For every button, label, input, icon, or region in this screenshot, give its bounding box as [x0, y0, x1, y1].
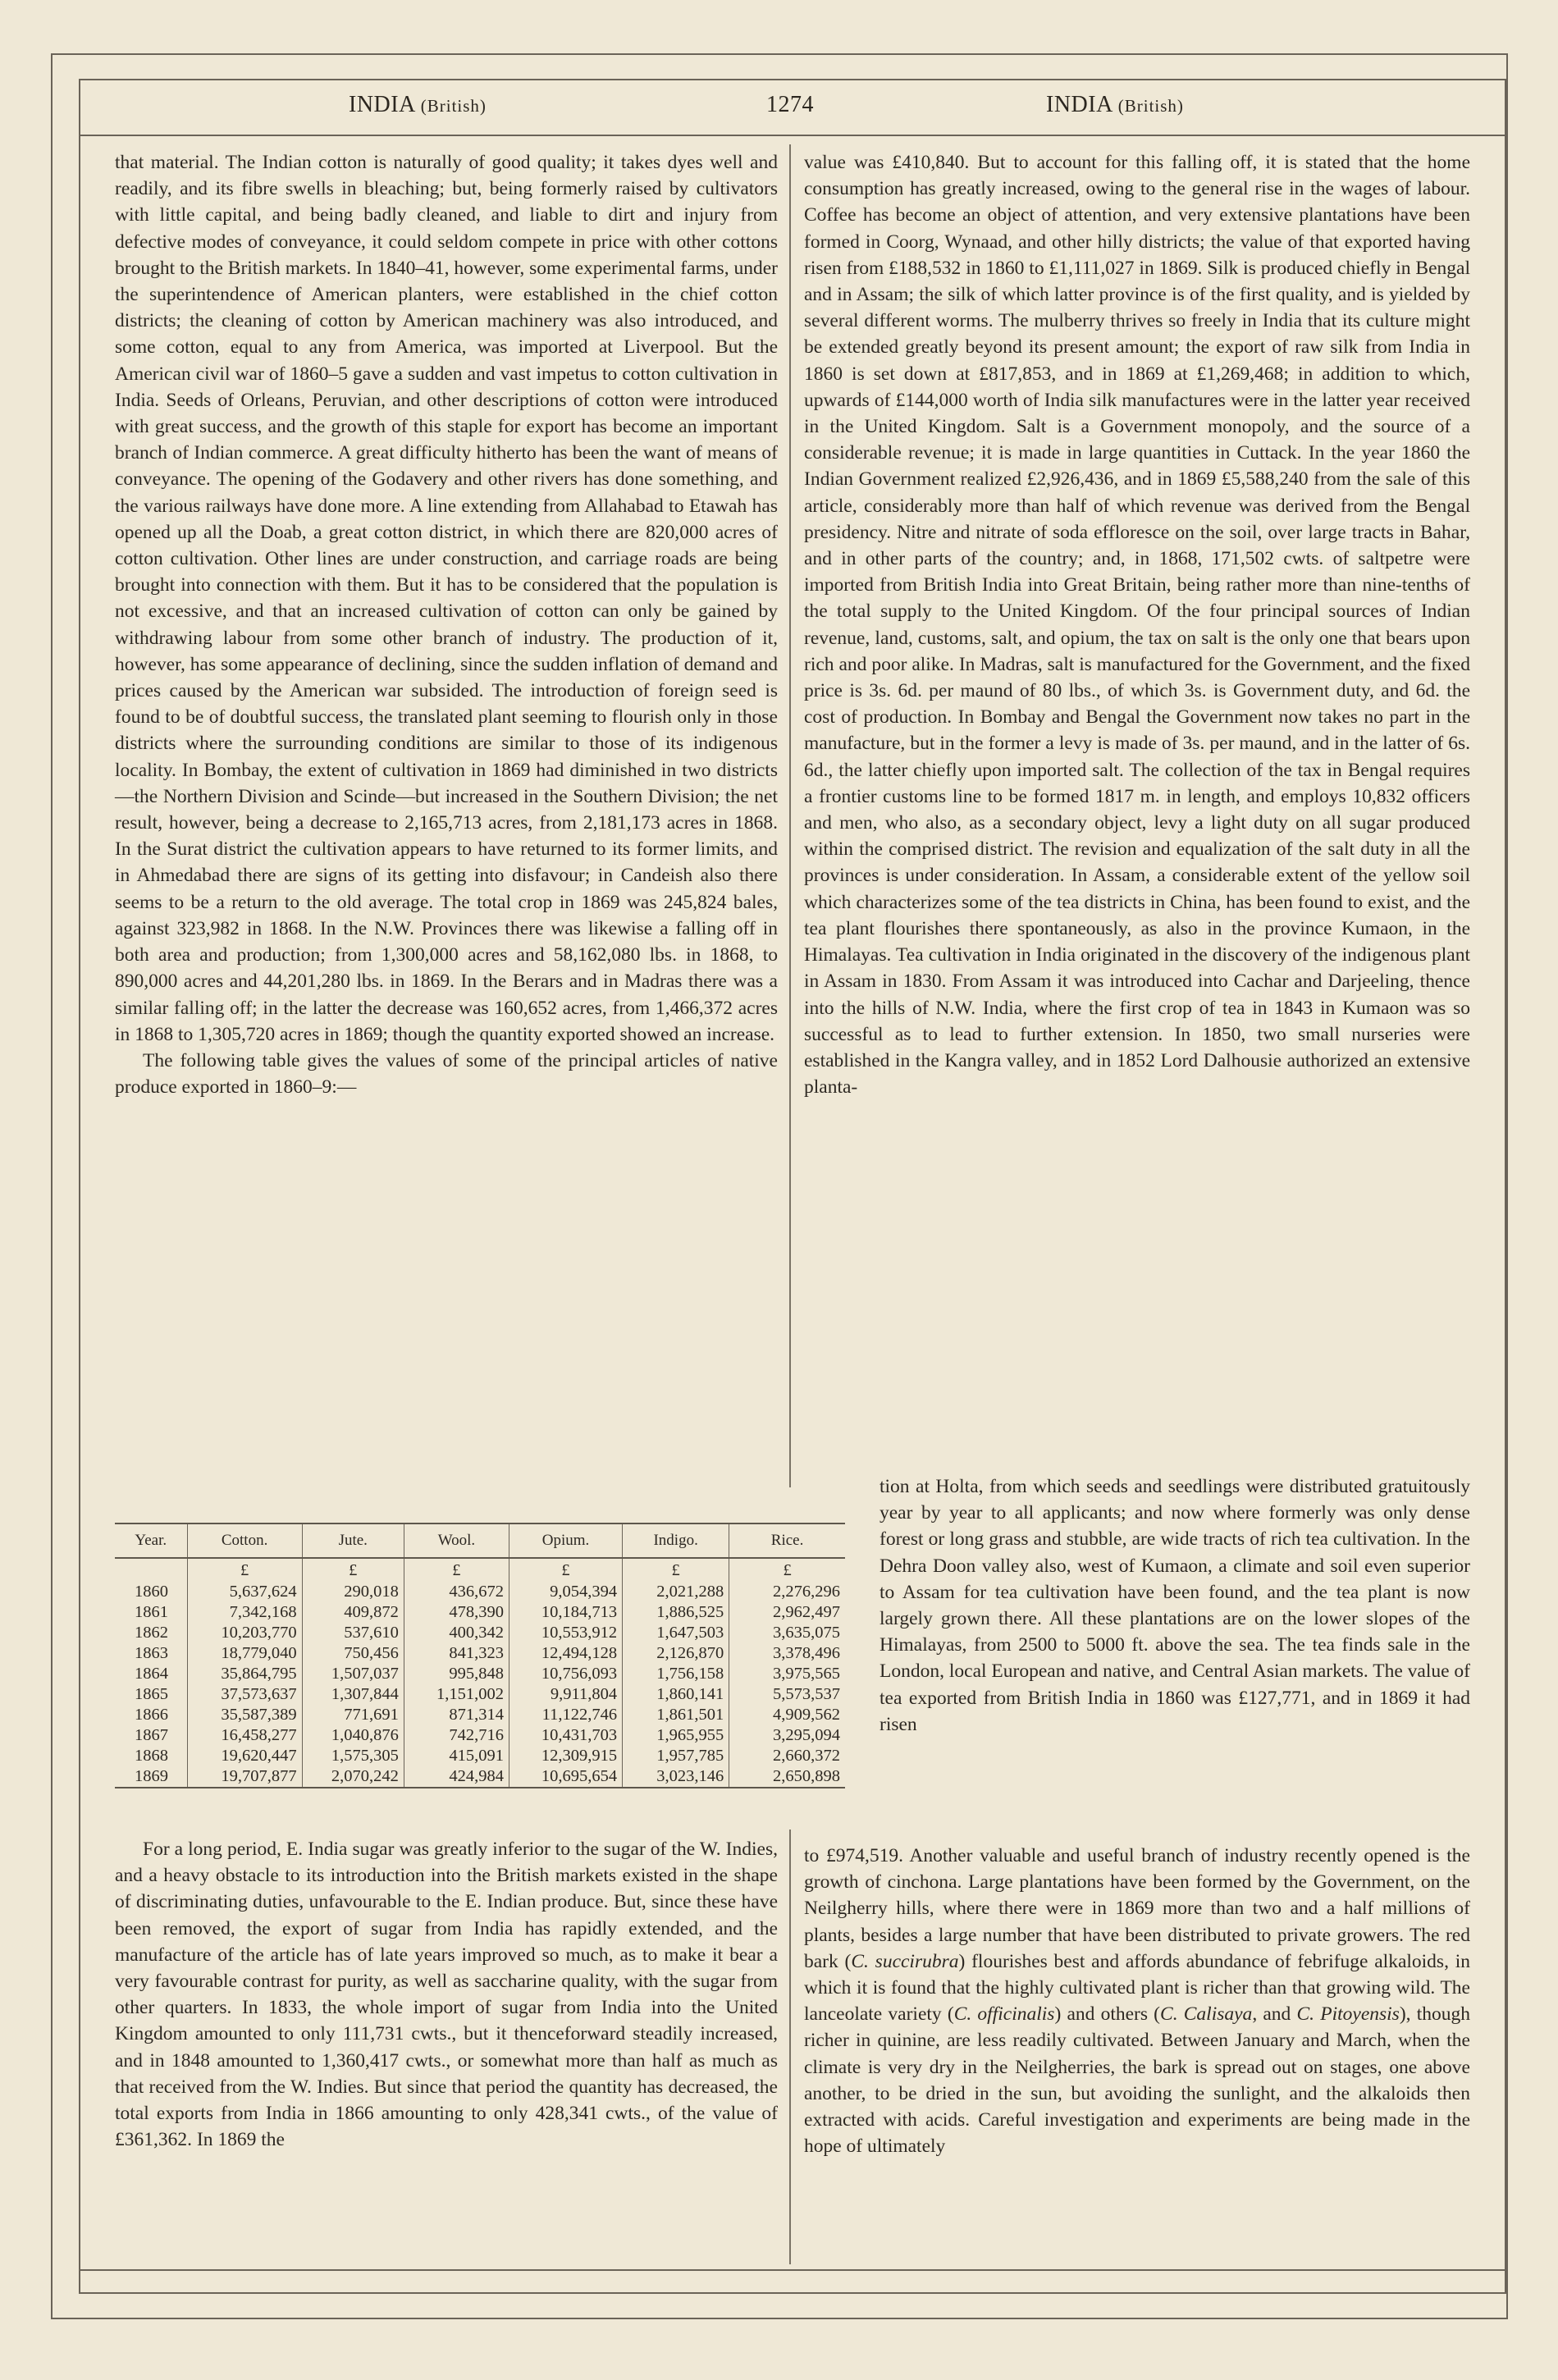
right-column-middle: [880, 1473, 1470, 1738]
value-cell: 1,307,844: [302, 1684, 404, 1705]
year-cell: 1865: [115, 1684, 187, 1705]
value-cell: 3,023,146: [623, 1766, 729, 1788]
table-row: [115, 1725, 845, 1746]
value-cell: 10,431,703: [509, 1725, 622, 1746]
running-head-right-sub: (British): [1117, 96, 1184, 116]
value-cell: 478,390: [404, 1602, 509, 1623]
table-intro-paragraph: The following table gives the values of some of the principal articles of native produce exported in 1860–9:—: [115, 1049, 778, 1099]
right-column-upper: [804, 149, 1470, 1100]
table-row: [115, 1643, 845, 1664]
value-cell: 12,494,128: [509, 1643, 622, 1664]
left-column-lower: [115, 1836, 778, 2153]
value-cell: 35,864,795: [187, 1664, 302, 1684]
value-cell: 290,018: [302, 1582, 404, 1602]
value-cell: 2,021,288: [623, 1582, 729, 1602]
value-cell: 10,203,770: [187, 1623, 302, 1643]
year-cell: 1861: [115, 1602, 187, 1623]
value-cell: 1,151,002: [404, 1684, 509, 1705]
value-cell: 10,184,713: [509, 1602, 622, 1623]
table-header-cell: Jute.: [302, 1523, 404, 1558]
value-cell: 9,054,394: [509, 1582, 622, 1602]
table-row: [115, 1582, 845, 1602]
value-cell: 5,573,537: [773, 1685, 840, 1703]
year-cell: 1863: [115, 1643, 187, 1664]
exports-table: [115, 1523, 845, 1788]
table-row: [115, 1684, 845, 1705]
sugar-paragraph: For a long period, E. India sugar was greatly inferior to the sugar of the W. Indies, and a heavy obstacle to its introduction into the British markets existed in the shape of discriminating duties, unfavourable to the E. Indian produce. But, since these have been removed, the export of sugar from India has rapidly extended, and the manufacture of the article has of late years improved so much, as to make it bear a very favourable contrast for purity, as well as saccharine quality, with the sugar from other quarters. In 1833, the whole import of sugar from India into the United Kingdom amounted to only 111,731 cwts., but it thenceforward steadily increased, and in 1848 amounted to 1,360,417 cwts., or somewhat more than half as much as that received from the W. Indies. But since that period the quantity has decreased, the total exports from India in 1866 amounting to only 428,341 cwts., of the value of £361,362. In 1869 the: [115, 1839, 778, 2151]
year-cell: 1864: [115, 1664, 187, 1684]
value-cell: 1,756,158: [623, 1664, 729, 1684]
value-cell: 37,573,637: [187, 1684, 302, 1705]
table-header-cell: Opium.: [509, 1523, 622, 1558]
currency-cell: £: [783, 1560, 792, 1579]
value-cell: 12,309,915: [509, 1746, 622, 1766]
year-cell: 1869: [115, 1766, 187, 1788]
value-cell: 409,872: [302, 1602, 404, 1623]
table-header-cell: Wool.: [404, 1523, 509, 1558]
value-cell: 1,575,305: [302, 1746, 404, 1766]
value-cell: 1,647,503: [623, 1623, 729, 1643]
value-cell: 415,091: [404, 1746, 509, 1766]
currency-cell: £: [302, 1558, 404, 1582]
running-head-left-title: INDIA: [349, 92, 415, 117]
table-header-cell: Cotton.: [187, 1523, 302, 1558]
currency-cell: £: [404, 1558, 509, 1582]
value-cell: 424,984: [404, 1766, 509, 1788]
value-cell: 3,635,075: [773, 1624, 840, 1642]
value-cell: 16,458,277: [187, 1725, 302, 1746]
running-head-left-sub: (British): [420, 96, 487, 116]
table-row: [115, 1664, 845, 1684]
species-name: C. succirubra: [851, 1950, 959, 1972]
value-cell: 7,342,168: [187, 1602, 302, 1623]
value-cell: 19,620,447: [187, 1746, 302, 1766]
year-cell: 1860: [115, 1582, 187, 1602]
value-cell: 841,323: [404, 1643, 509, 1664]
column-divider-bottom: [789, 1830, 791, 2264]
table-header-row: [115, 1523, 845, 1558]
species-name: C. Pitoyensis: [1296, 2003, 1400, 2026]
page-number: 1274: [766, 92, 814, 117]
currency-cell: £: [509, 1558, 622, 1582]
table-body: [115, 1558, 845, 1788]
value-cell: 995,848: [404, 1664, 509, 1684]
table-row: [115, 1746, 845, 1766]
table-header-cell: Rice.: [729, 1523, 845, 1558]
currency-row: [115, 1558, 845, 1582]
right-column-lower: [804, 1843, 1470, 2159]
table-row: [115, 1766, 845, 1788]
currency-cell: £: [187, 1558, 302, 1582]
year-cell: 1862: [115, 1623, 187, 1643]
table-row: [115, 1602, 845, 1623]
value-cell: 3,295,094: [773, 1726, 840, 1744]
value-cell: 3,975,565: [773, 1665, 840, 1683]
species-name: C. Calisaya: [1160, 2003, 1253, 2026]
value-cell: 4,909,562: [773, 1706, 840, 1724]
value-cell: 11,122,746: [509, 1705, 622, 1725]
value-cell: 400,342: [404, 1623, 509, 1643]
value-cell: 871,314: [404, 1705, 509, 1725]
value-cell: 19,707,877: [187, 1766, 302, 1788]
footer-rule: [79, 2269, 1506, 2271]
cotton-paragraph: that material. The Indian cotton is naturally of good quality; it takes dyes well and readily, and its fibre swells in bleaching; but, being formerly raised by cultivators with little capital, and being badly cleaned, and liable to dirt and injury from defective modes of conveyance, it could seldom compete in price with other cottons brought to the British markets. In 1840–41, however, some experimental farms, under the superintendence of American planters, were established in the chief cotton districts; the cleaning of cotton by American machinery was also introduced, and some cotton, equal to any from America, was imported at Liverpool. But the American civil war of 1860–5 gave a sudden and vast impetus to cotton cultivation in India. Seeds of Orleans, Peruvian, and other descriptions of cotton were introduced with great success, and the growth of this staple for export has become an important branch of Indian commerce. A great difficulty hitherto has been the want of means of conveyance. The opening of the Godavery and other rivers has done something, and the various railways have done more. A line extending from Allahabad to Etawah has opened up all the Doab, a great cotton district, in which there are 820,000 acres of cotton cultivation. Other lines are under construction, and carriage roads are being brought into connection with them. But it has to be considered that the population is not excessive, and that an increased cultivation of cotton can only be gained by withdrawing labour from some other branch of industry. The production of it, however, has some appearance of declining, since the sudden inflation of demand and prices caused by the American war subsided. The introduction of foreign seed is found to be of doubtful success, the translated plant seeming to flourish only in those districts where the surrounding conditions are similar to those of its indigenous locality. In Bombay, the extent of cultivation in 1869 had diminished in two districts—the Northern Division and Scinde—but increased in the Southern Division; the net result, however, being a decrease to 2,165,713 acres, from 2,181,173 acres in 1868. In the Surat district the cultivation appears to have returned to its former limits, and in Ahmedabad there are signs of its getting into disfavour; in Candeish also there seems to be a return to the old average. The total crop in 1869 was 245,824 bales, against 323,982 in 1868. In the N.W. Provinces there was likewise a falling off in both area and production; from 1,300,000 acres and 58,162,080 lbs. in 1868, to 890,000 acres and 44,201,280 lbs. in 1869. In the Berars and in Madras there was a similar falling off; in the latter the decrease was 160,652 acres, from 1,466,372 acres in 1868 to 1,305,720 acres in 1869; though the quantity exported showed an increase.: [115, 152, 778, 1045]
value-cell: 1,965,955: [623, 1725, 729, 1746]
value-cell: 1,860,141: [623, 1684, 729, 1705]
value-cell: 35,587,389: [187, 1705, 302, 1725]
left-column-upper: [115, 149, 778, 1100]
value-cell: 18,779,040: [187, 1643, 302, 1664]
table-row: [115, 1705, 845, 1725]
tea-paragraph: tion at Holta, from which seeds and seedlings were distributed gratuitously year by year to all applicants; and now where formerly was only dense forest or long grass and stubble, are wide tracts of rich tea cultivation. In the Dehra Doon valley also, west of Kumaon, a climate and soil even superior to Assam for tea cultivation have been found, and the tea plant is now largely grown there. All these plantations are on the lower slopes of the Himalayas, from 2500 to 5000 ft. above the sea. The tea finds sale in the London, local European and native, and Central Asian markets. The value of tea exported from British India in 1860 was £127,771, and in 1869 it had risen: [880, 1476, 1471, 1735]
table-row: [115, 1623, 845, 1643]
value-cell: 3,378,496: [773, 1644, 840, 1662]
value-cell: 2,126,870: [623, 1643, 729, 1664]
species-name: C. officinalis: [953, 2003, 1055, 2026]
currency-cell: £: [623, 1558, 729, 1582]
table-header-cell: Indigo.: [623, 1523, 729, 1558]
produce-paragraph: value was £410,840. But to account for this falling off, it is stated that the home consumption has greatly increased, owing to the general rise in the wages of labour. Coffee has become an object of attention, and very extensive plantations have been formed in Coorg, Wynaad, and other hilly districts; the value of that exported having risen from £188,532 in 1860 to £1,111,027 in 1869. Silk is produced chiefly in Bengal and in Assam; the silk of which latter province is of the first quality, and is yielded by several different worms. The mulberry thrives so freely in India that its culture might be extended greatly beyond its present amount; the export of raw silk from India in 1860 is set down at £817,853, and in 1869 at £1,269,468; in addition to which, upwards of £144,000 worth of India silk manufactures were in the latter year received in the United Kingdom. Salt is a Government monopoly, and the source of a considerable revenue; it is made in large quantities in Cuttack. In the year 1860 the Indian Government realized £2,926,436, and in 1869 £5,588,240 from the sale of this article, considerably more than half of which revenue was derived from the Bengal presidency. Nitre and nitrate of soda effloresce on the soil, over large tracts in Bahar, and in other parts of the country; and, in 1868, 171,502 cwts. of saltpetre were imported from British India into Great Britain, being rather more than nine-tenths of the total supply to the United Kingdom. Of the four principal sources of Indian revenue, land, customs, salt, and opium, the tax on salt is the only one that bears upon rich and poor alike. In Madras, salt is manufactured for the Government, and the fixed price is 3s. 6d. per maund of 80 lbs., of which 3s. is Government duty, and 6d. the cost of production. In Bombay and Bengal the Government now takes no part in the manufacture, but in the former a levy is made of 3s. per maund, and in the latter of 6s. 6d., the latter chiefly upon imported salt. The collection of the tax in Bengal requires a frontier customs line to be formed 1817 m. in length, and employs 10,832 officers and men, who also, as a secondary object, levy a light duty on all sugar produced within the comprised district. The revision and equalization of the salt duty in all the provinces is under consideration. In Assam, a considerable extent of the yellow soil which characterizes some of the tea districts in China, has been found to exist, and the tea plant flourishes there spontaneously, as also in the province Kumaon, in the Himalayas. Tea cultivation in India originated in the discovery of the indigenous plant in Assam in 1830. From Assam it was introduced into Cachar and Darjeeling, thence into the hills of N.W. India, where the first crop of tea in 1843 in Kumaon was so successful as to lead to further extension. In 1850, two small nurseries were established in the Kangra valley, and in 1852 Lord Dalhousie authorized an extensive planta-: [804, 152, 1470, 1099]
value-cell: 1,507,037: [302, 1664, 404, 1684]
value-cell: 2,070,242: [302, 1766, 404, 1788]
value-cell: 1,957,785: [623, 1746, 729, 1766]
value-cell: 9,911,804: [509, 1684, 622, 1705]
value-cell: 436,672: [404, 1582, 509, 1602]
value-cell: 10,695,654: [509, 1766, 622, 1788]
value-cell: 1,861,501: [623, 1705, 729, 1725]
column-divider-top: [789, 144, 791, 1487]
value-cell: 2,650,898: [729, 1766, 845, 1788]
year-cell: 1868: [115, 1746, 187, 1766]
value-cell: 771,691: [302, 1705, 404, 1725]
value-cell: 10,553,912: [509, 1623, 622, 1643]
value-cell: 2,276,296: [773, 1583, 840, 1601]
value-cell: 2,660,372: [773, 1747, 840, 1765]
running-head-left: [349, 92, 487, 128]
value-cell: 10,756,093: [509, 1664, 622, 1684]
running-head-right: [1046, 92, 1184, 128]
value-cell: 5,637,624: [187, 1582, 302, 1602]
value-cell: 2,962,497: [773, 1603, 840, 1621]
value-cell: 742,716: [404, 1725, 509, 1746]
table-header-cell: Year.: [115, 1523, 187, 1558]
value-cell: 537,610: [302, 1623, 404, 1643]
header-rule: [79, 135, 1506, 136]
value-cell: 1,040,876: [302, 1725, 404, 1746]
value-cell: 1,886,525: [623, 1602, 729, 1623]
year-cell: 1866: [115, 1705, 187, 1725]
value-cell: 750,456: [302, 1643, 404, 1664]
cinchona-paragraph: to £974,519. Another valuable and useful branch of industry recently opened is the growth of cinchona. Large plantations have been formed by the Government, on the Neilgherry hills, where there were in 1869 more than two and a half millions of plants, besides a large number that have been distributed to private growers. The red bark (C. succirubra) flourishes best and affords abundance of febrifuge alkaloids, in which it is found that the highly cultivated plant is richer than that growing wild. The lanceolate variety (C. officinalis) and others (C. Calisaya, and C. Pitoyensis), though richer in quinine, are less readily cultivated. Between January and March, when the climate is very dry in the Neilgherries, the bark is spread out on stages, one above another, to be dried in the sun, but avoiding the sunlight, and the alkaloids then extracted with acids. Careful investigation and experiments are being made in the hope of ultimately: [804, 1845, 1471, 2158]
running-head-right-title: INDIA: [1046, 92, 1113, 117]
year-cell: 1867: [115, 1725, 187, 1746]
